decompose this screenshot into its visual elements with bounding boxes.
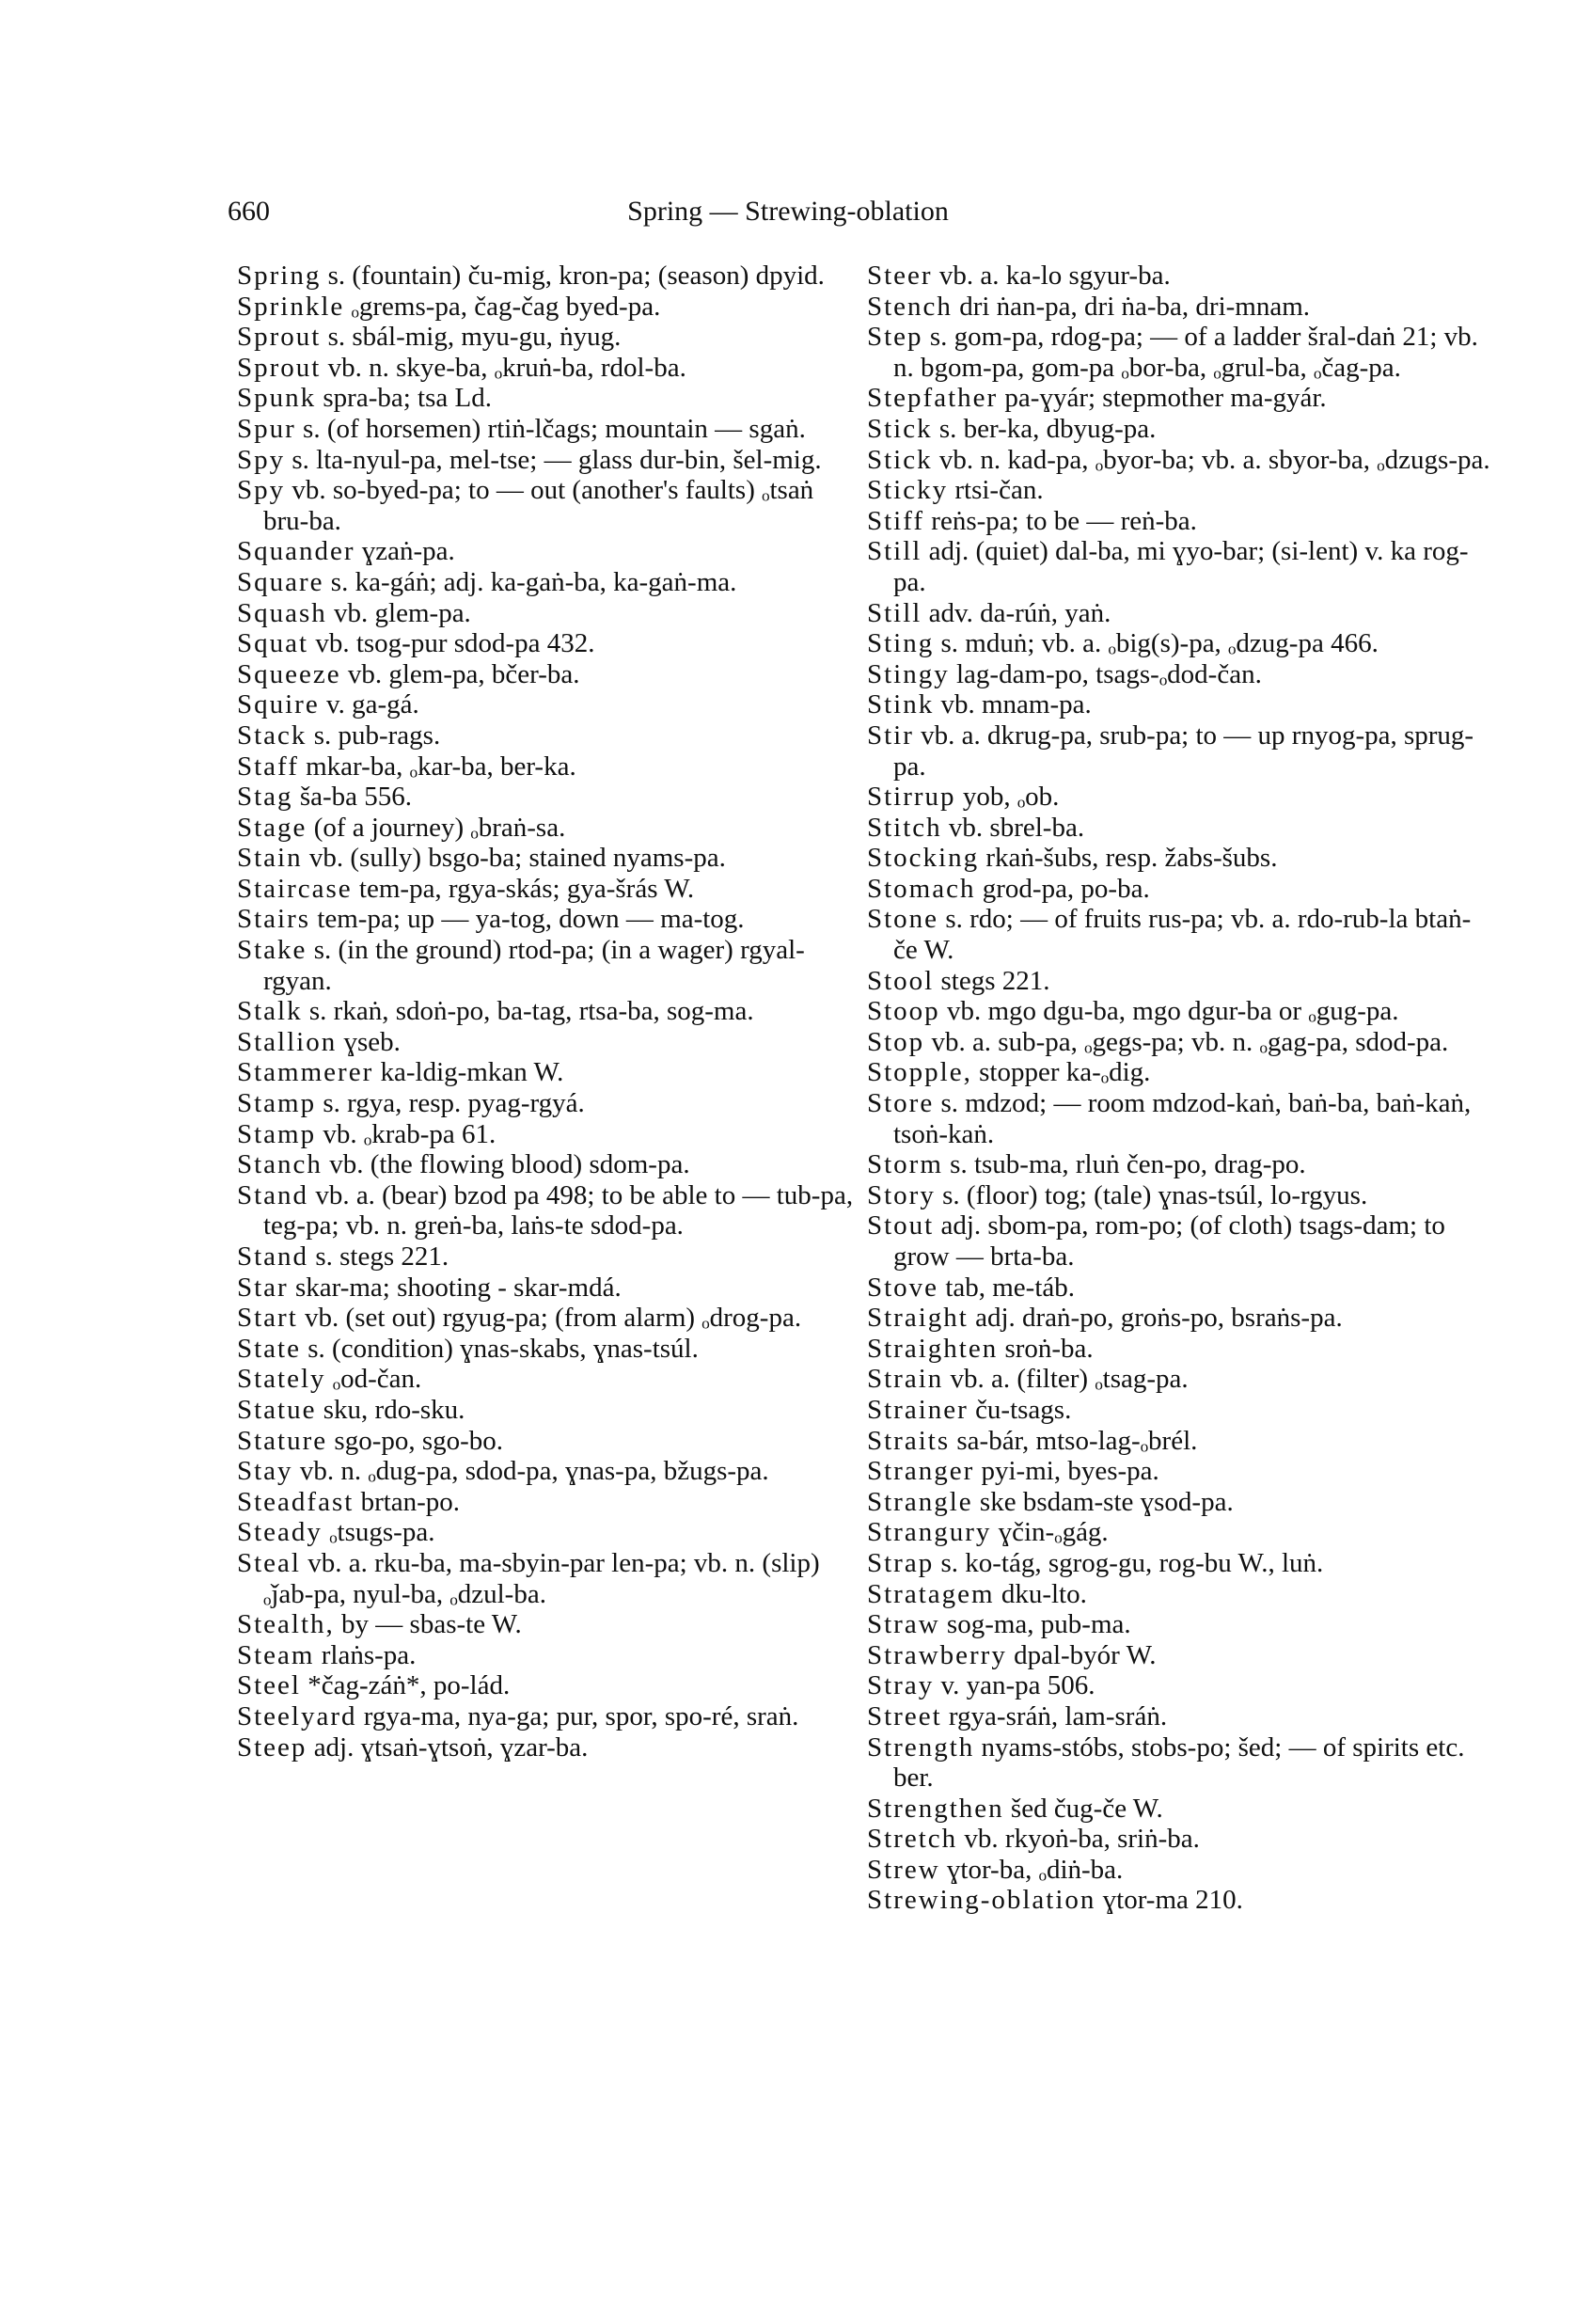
entry-definition: pyi-mi, byes-pa. <box>974 1456 1159 1487</box>
entry-headword: Street <box>867 1700 942 1731</box>
dictionary-entry <box>867 1027 1492 1058</box>
dictionary-entry <box>237 782 862 813</box>
dictionary-entry <box>867 782 1492 813</box>
entry-definition: sku, rdo-sku. <box>316 1394 465 1425</box>
entry-definition: s. ka-gáṅ; adj. ka-gaṅ-ba, ka-gaṅ-ma. <box>323 566 737 597</box>
entry-headword: Star <box>237 1272 289 1303</box>
entry-headword: Spring <box>237 261 322 291</box>
entry-headword: Strengthen <box>867 1793 1004 1824</box>
entry-definition: vb. n. kad-pa, ₒbyor-ba; vb. a. sbyor-ba, ₒdzugs-pa. <box>932 444 1490 475</box>
entry-headword: Squeeze <box>237 658 341 689</box>
dictionary-entry <box>867 1180 1492 1211</box>
dictionary-entry <box>867 1210 1492 1272</box>
running-head <box>0 193 1576 230</box>
entry-definition: rtsi-čan. <box>948 475 1044 506</box>
dictionary-entry <box>867 1579 1492 1610</box>
entry-definition: ɣčin-ₒgág. <box>991 1517 1109 1548</box>
entry-definition: rlaṅs-pa. <box>314 1639 417 1670</box>
entry-definition: vb. sbrel-ba. <box>941 812 1085 843</box>
entry-headword: Stand <box>237 1179 309 1210</box>
entry-headword: Stanch <box>237 1149 323 1180</box>
dictionary-entry <box>237 1517 862 1548</box>
dictionary-entry <box>237 751 862 783</box>
entry-headword: Strangury <box>867 1517 992 1548</box>
entry-definition: vb. mnam-pa. <box>934 689 1092 720</box>
entry-headword: Statue <box>237 1394 317 1425</box>
entry-headword: Straits <box>867 1425 951 1456</box>
entry-definition: nyams-stóbs, stobs-po; šed; — of spirits etc. ber. <box>893 1731 1465 1794</box>
dictionary-entry <box>867 1640 1492 1671</box>
entry-definition: s. ber-ka, dbyug-pa. <box>932 413 1157 444</box>
entry-headword: Strength <box>867 1731 975 1763</box>
entry-headword: Stallion <box>237 1026 338 1057</box>
dictionary-entry <box>867 1855 1492 1886</box>
entry-definition: yob, ₒob. <box>955 782 1060 813</box>
entry-definition: dri ṅan-pa, dri ṅa-ba, dri-mnam. <box>952 291 1311 322</box>
entry-definition: ɣtor-ba, ₒdiṅ-ba. <box>939 1854 1124 1885</box>
entry-headword: Strainer <box>867 1394 969 1425</box>
entry-definition: vb. a. sub-pa, ₒgegs-pa; vb. n. ₒgag-pa, sdod-pa. <box>924 1026 1449 1057</box>
dictionary-entry <box>867 1548 1492 1579</box>
entry-headword: Straw <box>867 1609 940 1640</box>
entry-definition: vb. n. ₒdug-pa, sdod-pa, ɣnas-pa, bžugs-pa. <box>292 1456 769 1487</box>
entry-definition: s. (of horsemen) rtiṅ-lčags; mountain — sgaṅ. <box>295 413 806 444</box>
entry-headword: Stalk <box>237 996 303 1027</box>
dictionary-entry <box>867 996 1492 1027</box>
dictionary-entry <box>867 1670 1492 1701</box>
entry-definition: rkaṅ-šubs, resp. žabs-šubs. <box>979 843 1278 874</box>
entry-definition: vb. ₒkrab-pa 61. <box>316 1118 496 1149</box>
entry-headword: Sprout <box>237 322 322 353</box>
entry-definition: ša-ba 556. <box>292 782 412 813</box>
entry-definition: vb. a. ka-lo sgyur-ba. <box>932 261 1171 291</box>
entry-headword: Step <box>867 322 923 353</box>
dictionary-entry <box>867 1057 1492 1088</box>
entry-headword: Stamp <box>237 1088 317 1119</box>
dictionary-entry <box>867 720 1492 782</box>
dictionary-entry <box>237 1487 862 1518</box>
dictionary-entry <box>237 1057 862 1088</box>
entry-definition: tab, me-táb. <box>938 1272 1076 1303</box>
entry-definition: ske bsdam-ste ɣsod-pa. <box>972 1486 1234 1517</box>
dictionary-entry <box>867 475 1492 506</box>
dictionary-entry <box>867 383 1492 414</box>
dictionary-entry <box>237 322 862 353</box>
entry-headword: Steelyard <box>237 1700 357 1731</box>
entry-headword: Still <box>867 597 922 628</box>
dictionary-entry <box>867 1885 1492 1916</box>
dictionary-entry <box>237 843 862 874</box>
entry-definition: reṅs-pa; to be — reṅ-ba. <box>924 505 1197 536</box>
dictionary-entry <box>237 567 862 598</box>
dictionary-entry <box>237 1273 862 1304</box>
dictionary-entry <box>867 1395 1492 1426</box>
entry-headword: Squander <box>237 536 355 567</box>
entry-headword: Strewing-oblation <box>867 1885 1096 1916</box>
dictionary-entry <box>237 628 862 659</box>
entry-definition: s. pub-rags. <box>307 719 441 751</box>
dictionary-entry <box>867 1088 1492 1149</box>
entry-definition: sa-bár, mtso-lag-ₒbrél. <box>950 1425 1198 1456</box>
entry-headword: Strawberry <box>867 1639 1007 1670</box>
entry-definition: s. (condition) ɣnas-skabs, ɣnas-tsúl. <box>301 1333 699 1364</box>
entry-headword: Stay <box>237 1456 293 1487</box>
page-number: 660 <box>228 196 270 227</box>
entry-headword: Squat <box>237 628 309 659</box>
entry-headword: Stealth, <box>237 1609 335 1640</box>
dictionary-entry <box>237 904 862 935</box>
entry-headword: Steadfast <box>237 1486 355 1517</box>
entry-headword: Stiff <box>867 505 925 536</box>
entry-definition: sgo-po, sgo-bo. <box>327 1425 504 1456</box>
entry-definition: vb. a. (bear) bzod pa 498; to be able to — tub-pa, teg-pa; vb. n. greṅ-ba, laṅs-te sdod-pa. <box>263 1179 854 1241</box>
entry-headword: Sprout <box>237 352 322 383</box>
dictionary-entry <box>237 1364 862 1395</box>
dictionary-entry <box>867 1794 1492 1825</box>
dictionary-entry <box>867 659 1492 690</box>
dictionary-entry <box>867 1824 1492 1855</box>
entry-definition: adv. da-rúṅ, yaṅ. <box>922 597 1111 628</box>
entry-definition: skar-ma; shooting - skar-mdá. <box>288 1272 622 1303</box>
entry-definition: dku-lto. <box>994 1578 1087 1609</box>
running-title: Spring — Strewing-oblation <box>627 196 949 227</box>
entry-headword: Stingy <box>867 658 950 689</box>
entry-headword: Stench <box>867 291 953 322</box>
entry-headword: Stretch <box>867 1824 958 1855</box>
entry-definition: v. yan-pa 506. <box>934 1670 1095 1701</box>
entry-definition: s. sbál-mig, myu-gu, ṅyug. <box>321 322 622 353</box>
entry-headword: Stepfather <box>867 383 999 414</box>
entry-headword: Steel <box>237 1670 301 1701</box>
entry-definition: vb. rkyoṅ-ba, sriṅ-ba. <box>957 1824 1200 1855</box>
dictionary-entry <box>237 1027 862 1058</box>
entry-headword: Stature <box>237 1425 328 1456</box>
dictionary-entry <box>237 1640 862 1671</box>
dictionary-entry <box>867 1149 1492 1180</box>
entry-definition: stopper ka-ₒdig. <box>971 1057 1151 1088</box>
entry-headword: Stake <box>237 935 307 966</box>
entry-definition: brtan-po. <box>354 1486 461 1517</box>
entry-definition: *čag-záṅ*, po-lád. <box>301 1670 511 1701</box>
entry-headword: Stick <box>867 413 933 444</box>
entry-headword: Staircase <box>237 873 353 904</box>
entry-headword: Stray <box>867 1670 935 1701</box>
dictionary-entry <box>867 813 1492 844</box>
entry-definition: ₒgrems-pa, čag-čag byed-pa. <box>344 291 661 322</box>
dictionary-entry <box>237 1548 862 1609</box>
entry-definition: s. ko-tág, sgrog-gu, rog-bu W., luṅ. <box>934 1547 1324 1578</box>
dictionary-entry <box>867 1487 1492 1518</box>
entry-definition: s. rgya, resp. pyag-rgyá. <box>316 1088 585 1119</box>
entry-definition: (of a journey) ₒbraṅ-sa. <box>307 812 566 843</box>
right-column <box>867 261 1492 1916</box>
dictionary-entry <box>867 1364 1492 1395</box>
entry-definition: vb. glem-pa, bčer-ba. <box>340 658 580 689</box>
entry-definition: tem-pa; up — ya-tog, down — ma-tog. <box>310 904 745 935</box>
entry-definition: pa-ɣyár; stepmother ma-gyár. <box>998 383 1327 414</box>
entry-definition: vb. glem-pa. <box>326 597 471 628</box>
entry-definition: mkar-ba, ₒkar-ba, ber-ka. <box>298 751 576 782</box>
entry-headword: Steer <box>867 261 933 291</box>
entry-definition: adj. ɣtsaṅ-ɣtsoṅ, ɣzar-ba. <box>307 1731 589 1763</box>
entry-definition: ɣtor-ma 210. <box>1095 1885 1243 1916</box>
entry-definition: vb. (set out) rgyug-pa; (from alarm) ₒdrog-pa. <box>297 1303 802 1334</box>
entry-headword: Stopple, <box>867 1057 972 1088</box>
entry-headword: Stammerer <box>237 1057 374 1088</box>
entry-headword: Squash <box>237 597 327 628</box>
entry-definition: ₒtsugs-pa. <box>322 1517 435 1548</box>
dictionary-entry <box>237 383 862 414</box>
entry-headword: Stool <box>867 965 935 996</box>
entry-definition: s. (fountain) ču-mig, kron-pa; (season) dpyid. <box>321 261 825 291</box>
entry-definition: spra-ba; tsa Ld. <box>316 383 492 414</box>
entry-headword: Start <box>237 1303 298 1334</box>
entry-definition: ču-tsags. <box>968 1394 1072 1425</box>
entry-definition: s. stegs 221. <box>308 1241 449 1272</box>
entry-definition: lag-dam-po, tsags-ₒdod-čan. <box>949 658 1262 689</box>
entry-headword: Stately <box>237 1364 326 1395</box>
entry-definition: sog-ma, pub-ma. <box>939 1609 1131 1640</box>
entry-headword: Stitch <box>867 812 942 843</box>
dictionary-entry <box>237 1119 862 1150</box>
entry-headword: Spur <box>237 413 296 444</box>
entry-headword: Staff <box>237 751 299 782</box>
entry-headword: Straight <box>867 1303 969 1334</box>
entry-definition: adj. sbom-pa, rom-po; (of cloth) tsags-dam; to grow — brta-ba. <box>893 1210 1445 1272</box>
entry-definition: grod-pa, po-ba. <box>975 873 1150 904</box>
dictionary-entry <box>867 1701 1492 1732</box>
entry-headword: Straighten <box>867 1333 999 1364</box>
entry-headword: Stout <box>867 1210 935 1241</box>
entry-definition: ₒod-čan. <box>325 1364 422 1395</box>
entry-definition: vb. a. dkrug-pa, srub-pa; to — up rnyog-pa, sprug-pa. <box>893 719 1474 782</box>
dictionary-entry <box>237 598 862 629</box>
entry-definition: ɣzaṅ-pa. <box>355 536 455 567</box>
entry-definition: s. tsub-ma, rluṅ čen-po, drag-po. <box>942 1149 1306 1180</box>
entry-definition: rgya-sráṅ, lam-sráṅ. <box>941 1700 1168 1731</box>
entry-headword: Stairs <box>237 904 311 935</box>
entry-definition: s. (in the ground) rtod-pa; (in a wager) rgyal-rgyan. <box>263 935 805 996</box>
entry-definition: stegs 221. <box>934 965 1050 996</box>
entry-definition: rgya-ma, nya-ga; pur, spor, spo-ré, sraṅ. <box>356 1700 799 1731</box>
dictionary-entry <box>237 1334 862 1365</box>
dictionary-entry <box>237 935 862 996</box>
dictionary-entry <box>867 1732 1492 1794</box>
dictionary-entry <box>237 659 862 690</box>
entry-definition: s. mdzod; — room mdzod-kaṅ, baṅ-ba, baṅ-kaṅ, tsoṅ-kaṅ. <box>893 1088 1472 1149</box>
entry-headword: Sprinkle <box>237 291 345 322</box>
dictionary-entry <box>867 1303 1492 1334</box>
dictionary-entry <box>867 598 1492 629</box>
entry-headword: Strangle <box>867 1486 973 1517</box>
entry-definition: s. lta-nyul-pa, mel-tse; — glass dur-bin, šel-mig. <box>285 444 822 475</box>
entry-headword: Story <box>867 1179 936 1210</box>
entry-definition: šed čug-če W. <box>1003 1793 1163 1824</box>
entry-definition: s. rkaṅ, sdoṅ-po, ba-tag, rtsa-ba, sog-ma. <box>302 996 754 1027</box>
dictionary-entry <box>237 1701 862 1732</box>
dictionary-entry <box>867 1609 1492 1640</box>
entry-headword: Stone <box>867 904 939 935</box>
dictionary-entry <box>237 689 862 720</box>
dictionary-entry <box>237 1149 862 1180</box>
dictionary-entry <box>237 475 862 536</box>
entry-headword: Storm <box>867 1149 943 1180</box>
entry-headword: Stove <box>867 1272 939 1303</box>
entry-definition: v. ga-gá. <box>319 689 419 720</box>
dictionary-entry <box>237 813 862 844</box>
entry-headword: Spunk <box>237 383 317 414</box>
dictionary-entry <box>237 445 862 476</box>
dictionary-entry <box>867 414 1492 445</box>
dictionary-entry <box>867 506 1492 537</box>
left-column <box>237 261 862 1763</box>
dictionary-entry <box>237 414 862 445</box>
entry-definition: sroṅ-ba. <box>998 1333 1094 1364</box>
entry-headword: Spy <box>237 475 286 506</box>
dictionary-entry <box>237 536 862 567</box>
entry-headword: Steam <box>237 1639 315 1670</box>
dictionary-entry <box>867 322 1492 383</box>
entry-headword: Stranger <box>867 1456 975 1487</box>
entry-definition: vb. tsog-pur sdod-pa 432. <box>308 628 595 659</box>
entry-definition: vb. mgo dgu-ba, mgo dgur-ba or ₒgug-pa. <box>939 996 1399 1027</box>
dictionary-entry <box>237 1303 862 1334</box>
entry-definition: vb. (the flowing blood) sdom-pa. <box>322 1149 690 1180</box>
entry-headword: Square <box>237 566 324 597</box>
entry-definition: s. rdo; — of fruits rus-pa; vb. a. rdo-rub-la btaṅ-če W. <box>893 904 1472 966</box>
dictionary-entry <box>237 1241 862 1273</box>
entry-headword: Stratagem <box>867 1578 995 1609</box>
dictionary-entry <box>237 1180 862 1241</box>
dictionary-entry <box>867 966 1492 997</box>
entry-headword: State <box>237 1333 301 1364</box>
dictionary-entry <box>867 874 1492 905</box>
dictionary-entry <box>867 904 1492 965</box>
entry-definition: ka-ldig-mkan W. <box>373 1057 564 1088</box>
entry-definition: vb. a. rku-ba, ma-sbyin-par len-pa; vb. n. (slip) ₒǰab-pa, nyul-ba, ₒdzul-ba. <box>263 1547 820 1609</box>
entry-definition: s. (floor) tog; (tale) ɣnas-tsúl, lo-rgyus. <box>935 1179 1368 1210</box>
entry-headword: Sticky <box>867 475 949 506</box>
entry-headword: Stamp <box>237 1118 317 1149</box>
entry-definition: dpal-byór W. <box>1006 1639 1157 1670</box>
entry-headword: Store <box>867 1088 935 1119</box>
dictionary-entry <box>867 843 1492 874</box>
entry-headword: Strain <box>867 1364 944 1395</box>
entry-headword: Still <box>867 536 922 567</box>
dictionary-entry <box>237 292 862 323</box>
entry-headword: Stage <box>237 812 307 843</box>
entry-definition: vb. so-byed-pa; to — out (another's faults) ₒtsaṅ bru-ba. <box>263 475 814 536</box>
entry-headword: Squire <box>237 689 320 720</box>
dictionary-entry <box>867 628 1492 659</box>
dictionary-entry <box>237 1088 862 1119</box>
entry-definition: vb. a. (filter) ₒtsag-pa. <box>943 1364 1189 1395</box>
dictionary-entry <box>867 536 1492 597</box>
entry-headword: Stick <box>867 444 933 475</box>
entry-headword: Stir <box>867 719 914 751</box>
dictionary-entry <box>237 720 862 751</box>
entry-headword: Spy <box>237 444 286 475</box>
entry-headword: Stink <box>867 689 935 720</box>
entry-headword: Stoop <box>867 996 940 1027</box>
dictionary-entry <box>867 1334 1492 1365</box>
dictionary-entry <box>867 689 1492 720</box>
entry-headword: Steady <box>237 1517 323 1548</box>
dictionary-entry <box>867 1426 1492 1457</box>
entry-definition: by — sbas-te W. <box>334 1609 522 1640</box>
entry-headword: Strap <box>867 1547 935 1578</box>
entry-definition: ɣseb. <box>337 1026 401 1057</box>
entry-headword: Stomach <box>867 873 976 904</box>
dictionary-entry <box>237 261 862 292</box>
entry-headword: Stag <box>237 782 293 813</box>
entry-definition: adj. draṅ-po, groṅs-po, bsraṅs-pa. <box>968 1303 1343 1334</box>
entry-headword: Steal <box>237 1547 301 1578</box>
dictionary-entry <box>237 1670 862 1701</box>
dictionary-entry <box>237 353 862 384</box>
dictionary-entry <box>237 1426 862 1457</box>
entry-definition: vb. (sully) bsgo-ba; stained nyams-pa. <box>302 843 726 874</box>
entry-definition: s. mduṅ; vb. a. ₒbig(s)-pa, ₒdzug-pa 466. <box>934 628 1379 659</box>
entry-headword: Stain <box>237 843 303 874</box>
entry-definition: adj. (quiet) dal-ba, mi ɣyo-bar; (si-lent) v. ka rog-pa. <box>893 536 1469 597</box>
entry-headword: Stocking <box>867 843 980 874</box>
dictionary-entry <box>237 874 862 905</box>
entry-definition: s. gom-pa, rdog-pa; — of a ladder šral-daṅ 21; vb. n. bgom-pa, gom-pa ₒbor-ba, ₒgrul-ba, ₒčag-pa. <box>893 322 1478 383</box>
entry-headword: Steep <box>237 1731 307 1763</box>
entry-headword: Stand <box>237 1241 309 1272</box>
dictionary-entry <box>237 1609 862 1640</box>
dictionary-entry <box>237 1732 862 1763</box>
dictionary-entry <box>867 1517 1492 1548</box>
entry-definition: tem-pa, rgya-skás; gya-šrás W. <box>352 873 695 904</box>
entry-headword: Strew <box>867 1854 940 1885</box>
dictionary-entry <box>867 445 1492 476</box>
dictionary-entry <box>867 261 1492 292</box>
dictionary-entry <box>867 1273 1492 1304</box>
dictionary-entry <box>867 292 1492 323</box>
entry-headword: Stirrup <box>867 782 956 813</box>
entry-definition: vb. n. skye-ba, ₒkruṅ-ba, rdol-ba. <box>321 352 686 383</box>
dictionary-entry <box>867 1456 1492 1487</box>
entry-headword: Stop <box>867 1026 925 1057</box>
dictionary-entry <box>237 1456 862 1487</box>
entry-headword: Sting <box>867 628 935 659</box>
dictionary-entry <box>237 1395 862 1426</box>
entry-headword: Stack <box>237 719 307 751</box>
dictionary-entry <box>237 996 862 1027</box>
